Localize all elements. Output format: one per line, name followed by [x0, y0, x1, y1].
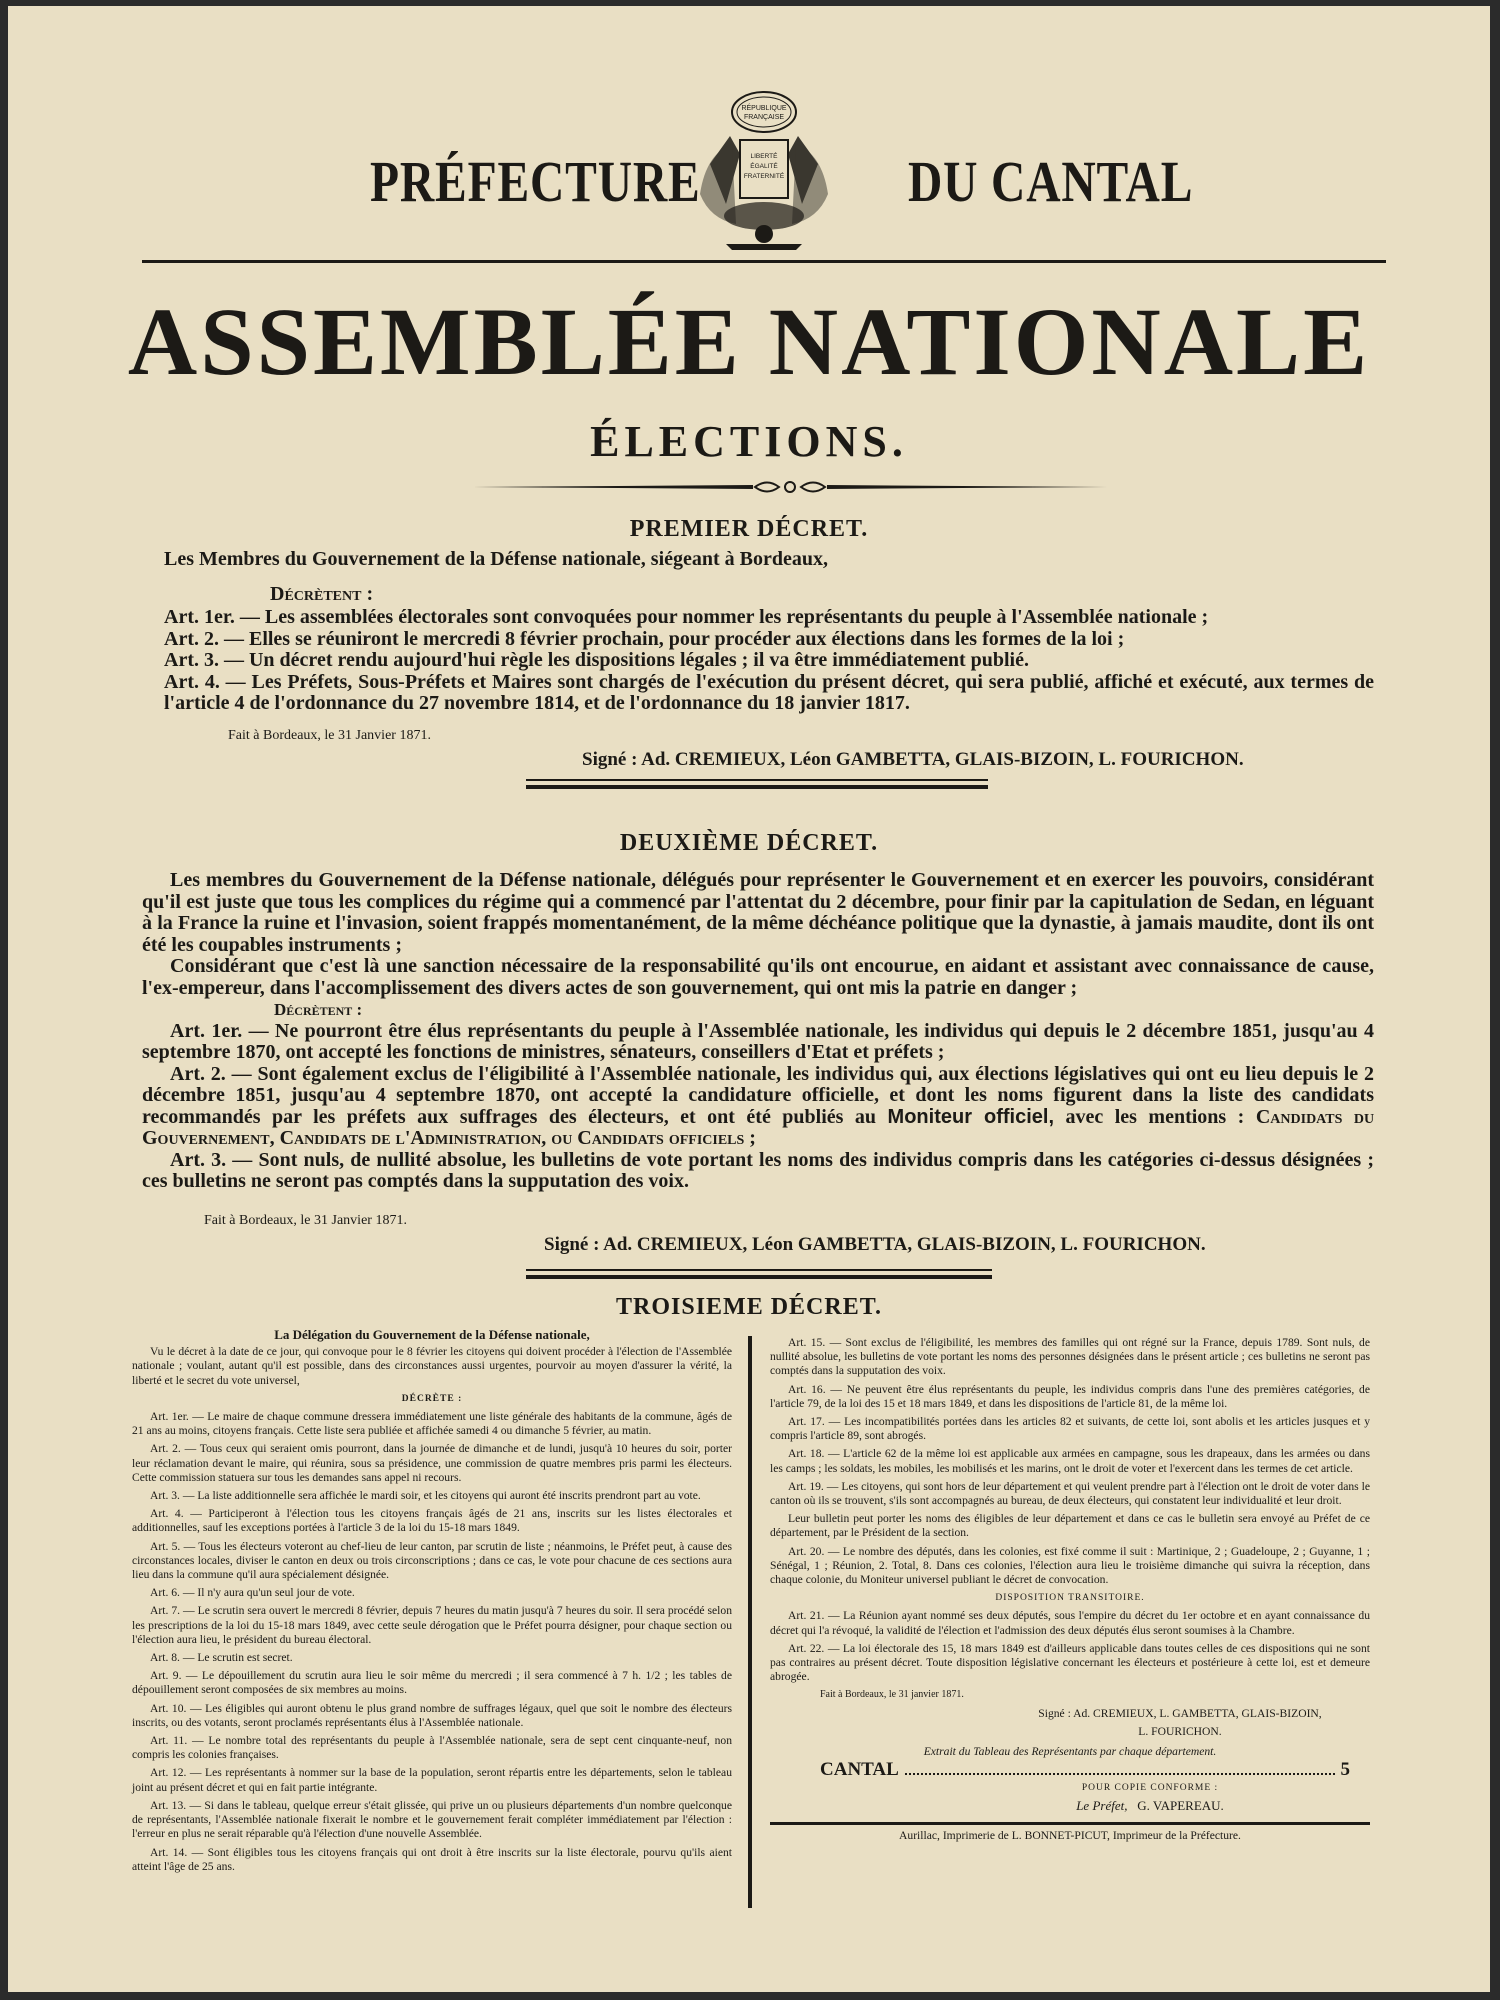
- extrait-tableau: Extrait du Tableau des Représentants par chaque département.: [923, 1745, 1217, 1759]
- decree3-art12: Art. 12. — Les représentants à nommer sur la base de la population, seront répartis entre les départements, selon le tableau joint au présent décret et qui en fait partie intégrante.: [132, 1766, 732, 1794]
- republic-emblem-icon: [696, 84, 832, 254]
- prefet-name: G. VAPEREAU.: [1137, 1798, 1224, 1814]
- decree3-art4: Art. 4. — Participeront à l'élection tous les citoyens français âgés de 21 ans, inscrits sur les listes électorales et additionnelles, sauf les exceptions portées à l'article 3 de la loi du 15-18 mars 1849.: [132, 1507, 732, 1535]
- decree2-art3: Art. 3. — Sont nuls, de nullité absolue, les bulletins de vote portant les noms des individus compris dans les catégories ci-dessus désignées ; ces bulletins ne seront pas comptés dans la supputation des voix.: [142, 1148, 1374, 1192]
- decree2-intro1: Les membres du Gouvernement de la Défense nationale, délégués pour représenter le Gouvernement et en exercer les pouvoirs, considérant qu'il est juste que tous les complices du régime qui a commencé par l'attentat du 2 décembre, pour finir par la capitulation de Sedan, en léguant à la France la ruine et l'invasion, soient frappés momentanément, de la même déchéance politique que la dynastie, à jamais maudite, dont ils ont été les coupables instruments ;: [142, 869, 1374, 956]
- cantal-count: 5: [1340, 1759, 1350, 1781]
- decree2-decretent: Décrètent :: [274, 1000, 363, 1019]
- decree3-signed-2: L. FOURICHON.: [1138, 1724, 1222, 1738]
- decree3-art2: Art. 2. — Tous ceux qui seraient omis pourront, dans la journée de dimanche et de lundi, jusqu'à 10 heures du soir, porter leur réclamation devant le maire, qui réunira, sous sa présidence, une commission de quatre membres pris parmi les électeurs. Cette commission statuera sur tous les demandes sans appel ni recours.: [132, 1442, 732, 1484]
- decree2-art1: Art. 1er. — Ne pourront être élus représentants du peuple à l'Assemblée nationale, les individus qui depuis le 2 décembre 1851, jusqu'au 4 septembre 1870, ont accepté les fonctions de ministres, sénateurs, conseillers d'Etat et préfets ;: [142, 1019, 1374, 1063]
- decree2-heading: DEUXIÈME DÉCRET.: [619, 830, 879, 856]
- decree3-art8: Art. 8. — Le scrutin est secret.: [150, 1651, 293, 1665]
- header-rule: [142, 260, 1386, 263]
- decree3-art13: Art. 13. — Si dans le tableau, quelque erreur s'était glissée, qui prive un ou plusieurs départements d'un nombre quelconque de représentants, l'Assemblée nationale fixerait le nombre et le gouvernement ferait compléter immédiatement par l'élection : l'erreur en plus ne serait réparable qu'à l'élection d'une nouvelle Assemblée.: [132, 1798, 732, 1841]
- decree3-date: Fait à Bordeaux, le 31 janvier 1871.: [820, 1689, 964, 1701]
- decree2-art2-text: Art. 2. — Sont également exclus de l'éligibilité à l'Assemblée nationale, les individus qui, aux élections législatives qui ont eu lieu depuis le 2 décembre 1851, jusqu'au 4 septembre 1870, ont accepté la candidature officielle, et dont les noms figurent dans la liste des candidats recommandés par les préfets aux suffrages des électeurs, et ont été publiés au: [142, 1062, 1374, 1128]
- decree1-heading: PREMIER DÉCRET.: [629, 516, 869, 542]
- decree3-art21: Art. 21. — La Réunion ayant nommé ses deux députés, sous l'empire du décret du 1er octobre et en ayant connaissance du décret qui l'a révoqué, la validité de l'élection et l'admission des deux députés élus seront soumises à la Chambre.: [770, 1609, 1370, 1637]
- svg-text:FRATERNITÉ: FRATERNITÉ: [743, 173, 785, 180]
- decree3-art11: Art. 11. — Le nombre total des représentants du peuple à l'Assemblée nationale, sera de sept cent cinquante-neuf, non compris les colonies françaises.: [132, 1734, 732, 1762]
- cantal-row: [820, 1759, 1370, 1781]
- header-prefecture: PRÉFECTURE: [370, 149, 701, 214]
- decree3-art1: Art. 1er. — Le maire de chaque commune dressera immédiatement une liste générale des habitants de la commune, âgés de 21 ans au moins, citoyens français. Cette liste sera publiée et affichée samedi 4 ou dimanche 5 février, au matin.: [132, 1410, 732, 1438]
- decree3-art20: Art. 20. — Le nombre des députés, dans les colonies, est fixé comme il suit : Martinique, 2 ; Guadeloupe, 2 ; Guyanne, 1 ; Sénégal, 1 ; Réunion, 2. Total, 8. Dans ces colonies, l'élection aura lieu le troisième dimanche qui suivra la réception, dans chaque colonie, du Moniteur universel publiant le décret de convocation.: [770, 1544, 1370, 1587]
- decree3-right-column: [770, 1336, 1370, 1847]
- decree3-art15: Art. 15. — Sont exclus de l'éligibilité, les membres des familles qui ont régné sur la France, depuis 1789. Sont nuls, de nullité absolue, les bulletins de vote portant les noms des personnes désignées dans le présent article ; ces bulletins ne seront pas comptés dans la supputation des voix.: [770, 1336, 1370, 1378]
- decree2-art2-mentions: Candidats du Gouvernement, Candidats de l'Administration, ou Candidats officiels ;: [142, 1105, 1375, 1149]
- decree1-signed: Signé : Ad. CREMIEUX, Léon GAMBETTA, GLAIS-BIZOIN, L. FOURICHON.: [582, 749, 1244, 770]
- decree3-art22: Art. 22. — La loi électorale des 15, 18 mars 1849 est d'ailleurs applicable dans toutes celles de ces dispositions qui ne sont pas contraires au présent décret. Toute disposition législative concernant les électeurs et postérieure à cette loi, est et demeure abrogée.: [770, 1641, 1370, 1684]
- main-title: ASSEMBLÉE NATIONALE: [127, 288, 1371, 395]
- decree3-heading: TROISIEME DÉCRET.: [616, 1294, 882, 1320]
- copie-conforme: POUR COPIE CONFORME :: [1081, 1783, 1219, 1794]
- decree3-decrete: DÉCRÈTE :: [401, 1393, 463, 1404]
- decree3-art19: Art. 19. — Les citoyens, qui sont hors de leur département et qui veulent prendre part à l'élection ont le droit de voter dans le canton où ils se trouvent, s'ils sont accompagnés au bureau, de deux électeurs, qui constatent leur individualité et leur droit.: [770, 1479, 1370, 1508]
- decree2-art2: [142, 1064, 1374, 1150]
- imprint: Aurillac, Imprimerie de L. BONNET-PICUT, Imprimeur de la Préfecture.: [899, 1828, 1241, 1842]
- decree1-intro: Les Membres du Gouvernement de la Défense nationale, siégeant à Bordeaux,: [164, 548, 829, 570]
- decree3-art16: Art. 16. — Ne peuvent être élus représentants du peuple, les individus compris dans l'une des premières catégories, de l'article 79, de la loi des 15 et 18 mars 1849, et dans les dispositions de l'article 81, de la même loi.: [770, 1382, 1370, 1410]
- decree3-art3: Art. 3. — La liste additionnelle sera affichée le mardi soir, et les citoyens qui auront été inscrits prendront part au vote.: [150, 1489, 701, 1503]
- decree1-rule: [526, 779, 988, 789]
- decree1-date: Fait à Bordeaux, le 31 Janvier 1871.: [228, 728, 431, 743]
- decree2-signed: Signé : Ad. CREMIEUX, Léon GAMBETTA, GLAIS-BIZOIN, L. FOURICHON.: [544, 1234, 1206, 1255]
- decree3-art14: Art. 14. — Sont éligibles tous les citoyens français qui ont droit à être inscrits sur la liste électorale, pourvu qu'ils aient atteint l'âge de 25 ans.: [132, 1845, 732, 1873]
- cantal-label: CANTAL: [820, 1759, 899, 1781]
- subtitle-elections: ÉLECTIONS.: [590, 417, 908, 466]
- ornament-divider-icon: [473, 478, 1107, 496]
- decree3-intro: La Délégation du Gouvernement de la Défense nationale,: [274, 1327, 590, 1342]
- decree1-art4: Art. 4. — Les Préfets, Sous-Préfets et Maires sont chargés de l'exécution du présent décret, qui sera publié, affiché et exécuté, aux termes de l'article 4 de l'ordonnance du 27 novembre 1814, et de l'ordonnance du 18 janvier 1817.: [164, 670, 1374, 714]
- decree3-transitoire: DISPOSITION TRANSITOIRE.: [995, 1593, 1145, 1604]
- decree1-art3: Art. 3. — Un décret rendu aujourd'hui règle les dispositions légales ; il va être immédiatement publié.: [164, 649, 1029, 671]
- decree3-preamble: Vu le décret à la date de ce jour, qui convoque pour le 8 février les citoyens qui doivent procéder à l'élection de l'Assemblée nationale ; voulant, autant qu'il est possible, dans des circonstances aussi urgentes, pourvoir au moyen d'assurer la vérité, la liberté et le secret du vote universel,: [132, 1345, 732, 1387]
- prefet-label: Le Préfet,: [1076, 1798, 1128, 1814]
- decree3-left-column: [132, 1328, 732, 1878]
- svg-text:FRANÇAISE: FRANÇAISE: [743, 114, 785, 121]
- column-divider: [748, 1336, 752, 1908]
- decree3-art9: Art. 9. — Le dépouillement du scrutin aura lieu le soir même du mercredi ; il sera commencé à 7 h. 1/2 ; les tables de dépouillement seront composées de six membres au moins.: [132, 1669, 732, 1697]
- decree3-signed-1: Signé : Ad. CREMIEUX, L. GAMBETTA, GLAIS-BIZOIN,: [1038, 1706, 1322, 1720]
- svg-text:RÉPUBLIQUE: RÉPUBLIQUE: [741, 105, 787, 112]
- decree2-moniteur: Moniteur officiel,: [887, 1105, 1055, 1128]
- prefet-line: [930, 1799, 1370, 1813]
- decree2-body: [142, 870, 1374, 1193]
- decree1-articles: [164, 607, 1374, 715]
- decree3-art10: Art. 10. — Les éligibles qui auront obtenu le plus grand nombre de suffrages légaux, quel que soit le nombre des électeurs inscrits, ou des votants, seront proclamés représentants élus à l'Assemblée nationale.: [132, 1701, 732, 1729]
- decree2-art2-mentions-label: avec les mentions :: [1065, 1105, 1245, 1128]
- decree2-intro2: Considérant que c'est là une sanction nécessaire de la responsabilité qu'ils ont encourue, en aidant et assistant avec connaissance de cause, l'ex-empereur, dans l'accomplissement des divers actes de son gouvernement, qui ont mis la patrie en danger ;: [142, 955, 1374, 999]
- decree3-art17: Art. 17. — Les incompatibilités portées dans les articles 82 et suivants, de cette loi, sont abolis et les articles jusques et y compris l'article 89, sont abrogés.: [770, 1415, 1370, 1443]
- decree2-rule: [526, 1269, 992, 1279]
- poster: [8, 6, 1490, 1992]
- imprint-rule: [770, 1822, 1370, 1825]
- decree3-art18: Art. 18. — L'article 62 de la même loi est applicable aux armées en campagne, sous les drapeaux, dans les armées ou dans les camps ; les soldats, les mobiles, les mobilisés et les marins, ont le droit de voter et l'exercent dans les termes de cet article.: [770, 1447, 1370, 1475]
- decree1-art1: Art. 1er. — Les assemblées électorales sont convoquées pour nommer les représentants du peuple à l'Assemblée nationale ;: [164, 606, 1209, 628]
- cantal-leader: [905, 1773, 1335, 1775]
- decree3-art5: Art. 5. — Tous les électeurs voteront au chef-lieu de leur canton, par scrutin de liste ; néanmoins, le Préfet peut, à cause des circonstances locales, diviser le canton en deux ou trois circonscriptions ; dans ce cas, le vote pour chacune de ces sections aura lieu dans la commune qu'il aura spécialement désignée.: [132, 1539, 732, 1582]
- decree1-decretent: Décrètent :: [270, 583, 374, 605]
- decree3-art6: Art. 6. — Il n'y aura qu'un seul jour de vote.: [150, 1586, 355, 1600]
- svg-text:LIBERTÉ: LIBERTÉ: [750, 153, 778, 160]
- decree1-art2: Art. 2. — Elles se réuniront le mercredi 8 février prochain, pour procéder aux élections dans les formes de la loi ;: [164, 627, 1125, 650]
- decree2-date: Fait à Bordeaux, le 31 Janvier 1871.: [204, 1213, 407, 1228]
- decree3-art7: Art. 7. — Le scrutin sera ouvert le mercredi 8 février, depuis 7 heures du matin jusqu'à 7 heures du soir. Il sera procédé selon les prescriptions de la loi du 15-18 mars 1849, avec cette seule dérogation que le Préfet pourra désigner, pour chaque section ou l'élection aura lieu, le président du bureau électoral.: [132, 1604, 732, 1646]
- header-du-cantal: DU CANTAL: [908, 149, 1194, 214]
- svg-text:ÉGALITÉ: ÉGALITÉ: [750, 163, 778, 170]
- decree3-art19-bulletin: Leur bulletin peut porter les noms des éligibles de leur département et dans ce cas le bulletin sera envoyé au Préfet de ce département, par le Président de la section.: [770, 1512, 1370, 1540]
